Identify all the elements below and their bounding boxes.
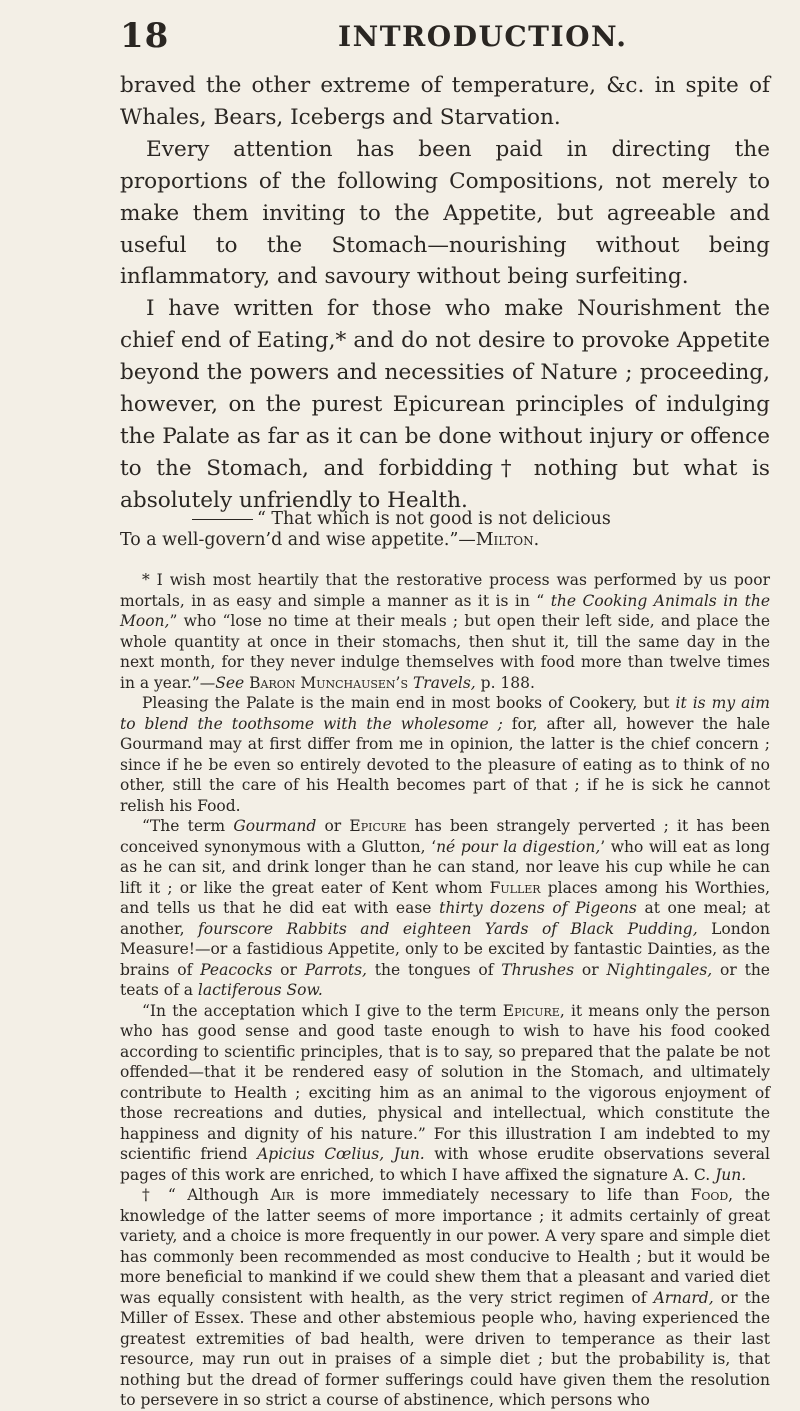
quote-line-2-text: To a well-govern’d and wise appetite.”—: [120, 529, 476, 550]
fn1-italic: See: [215, 673, 250, 692]
fn1-italic: Travels,: [412, 673, 476, 692]
fn1-part: p. 188.: [475, 673, 535, 692]
fn1-italic: the Cooking Animals in the Moon,: [120, 591, 770, 630]
fn3-part: or: [574, 960, 607, 979]
fn3-part: at one meal; at another,: [120, 899, 770, 938]
footnote-dagger: [120, 1185, 770, 1411]
fn4-part: with whose erudite observations several pages of this work are enriched, to which I have affixed the signature A. C.: [120, 1145, 770, 1184]
fn3-part: or: [316, 817, 350, 835]
fn5-part: or the Miller of Essex. These and other abstemious people who, having experienced the greatest extremities of bad health, were driven to temperance as their last resource, may run out in praises of a simple diet ; but the probability is, that nothing but the dread of former sufferings could have given them the resolution to persevere in so strict a course of abstinence, which persons who: [120, 1288, 770, 1409]
paragraph-1: braved the other extreme of temperature, &c. in spite of Whales, Bears, Icebergs and Starvation.: [120, 73, 770, 130]
fn3-italic: Parrots,: [304, 960, 367, 979]
fn5-italic: Arnard,: [653, 1288, 714, 1307]
footnote-dagger-mark: †: [492, 455, 520, 481]
main-text: [120, 70, 770, 517]
fn3-italic: né pour la digestion,: [436, 837, 601, 856]
page-header: [120, 16, 770, 60]
running-title: INTRODUCTION.: [338, 20, 628, 53]
fn3-part: “The term: [142, 817, 234, 835]
milton-quotation: [120, 509, 770, 550]
quote-line-2: [120, 530, 770, 551]
fn3-part: the tongues of: [366, 960, 502, 979]
fn4-italic: Apicius Cœlius, Jun.: [257, 1145, 425, 1163]
fn2-part: for, after all, however the hale Gourmand may at first differ from me in opinion, the latter is the chief concern ; since if he be even so entirely devoted to the pleasure of eating as to think of no other, still the care of his Health becomes part of that ; if he is sick he cannot relish his Food.: [120, 714, 771, 815]
fn5-smallcaps: Air: [270, 1186, 295, 1204]
fn3-part: ’ who will eat as long as he can sit, and drink longer than he can stand, nor leave his cup while he can lift it ; or like the great eater of Kent whom: [120, 837, 770, 897]
fn3-smallcaps: Epicure: [349, 817, 407, 835]
fn2-part: Pleasing the Palate is the main end in most books of Cookery, but: [142, 694, 676, 712]
fn3-italic: Thrushes: [501, 960, 575, 979]
fn4-smallcaps: Epicure,: [502, 1001, 565, 1020]
fn2-italic: it is my aim to blend the toothsome with the wholesome ;: [120, 694, 770, 733]
footnote-epicure: [120, 1001, 770, 1186]
fn1-part: ” who “lose no time at their meals ; but open their left side, and place the whole quantity at once in their stomachs, then shut it, till the same day in the next month, for they never indulge themselves with food more than twelve times in a year.”—: [120, 612, 770, 692]
paragraph-3: [120, 293, 770, 516]
fn5-part: is more immediately necessary to life than: [294, 1186, 691, 1204]
fn4-part: “In the acceptation which I give to the term: [142, 1001, 503, 1020]
quote-line-1: “ That which is not good is not delicious: [120, 509, 770, 530]
fn3-italic: fourscore Rabbits and eighteen Yards of Black Pudding,: [198, 919, 698, 938]
fn1-smallcaps: Baron Munchausen’s: [249, 673, 409, 692]
fn3-part: or the teats of a: [120, 960, 770, 999]
fn5-part: † “ Although: [142, 1186, 271, 1204]
fn3-italic: thirty dozens of Pigeons: [439, 899, 637, 917]
footnote-palate: [120, 693, 770, 816]
fn5-part: the knowledge of the latter seems of more importance ; it admits certainly of great variety, and a choice is more frequently in our power. A very spare and simple diet has commonly been recommended as most conducive to Health ; but it would be more beneficial to mankind if we could shew them that a pleasant and varied diet was equally consistent with health, as the very strict regimen of: [120, 1186, 770, 1307]
fn4-italic: Jun.: [715, 1165, 747, 1184]
quote-author: Milton.: [475, 529, 540, 550]
fn3-italic: Peacocks: [200, 960, 273, 979]
fn3-part: or: [272, 960, 305, 979]
fn3-italic: Nightingales,: [606, 960, 713, 979]
fn5-smallcaps: Food,: [690, 1186, 734, 1204]
footnote-asterisk: [120, 570, 770, 693]
paragraph-2: Every attention has been paid in directing the proportions of the following Compositions, not merely to make them inviting to the Appetite, but agreeable and useful to the Stomach—nourishing without being inflammatory, and savoury without being surfeiting.: [120, 136, 770, 290]
fn4-part: it means only the person who has good sense and good taste enough to wish to have his food cooked according to scientific principles, that is to say, so prepared that the palate be not offended—that it be rendered easy of solution in the Stomach, and ultimately contribute to Health ; exciting him as an animal to the vigorous enjoyment of those recreations and duties, physical and intellectual, which constitute the happiness and dignity of his nature.” For this illustration I am indebted to my scientific friend: [120, 1001, 770, 1163]
footnotes: [120, 570, 770, 1411]
fn3-part: London Measure!—or a fastidious Appetite, only to be excited by fantastic Dainties, as the brains of: [120, 919, 770, 979]
footnote-gourmand: [120, 816, 770, 1001]
fn3-part: places among his Worthies, and tells us that he did eat with ease: [120, 878, 770, 917]
fn3-italic: Gourmand: [233, 817, 317, 835]
fn3-part: has been strangely perverted ; it has been conceived synonymous with a Glutton, ‘: [120, 817, 770, 856]
paragraph-3-end: nothing but what is absolutely unfriendly to Health.: [120, 455, 770, 513]
paragraph-3-text: I have written for those who make Nourishment the chief end of Eating,* and do not desire to provoke Appetite beyond the powers and necessities of Nature ; proceeding, however, on the purest Epicurean principles of indulging the Palate as far as it can be done without injury or offence to the Stomach, and forbidding: [120, 296, 770, 481]
fn3-italic: lactiferous Sow.: [197, 981, 323, 999]
fn3-smallcaps: Fuller: [489, 878, 541, 897]
page-number: 18: [120, 16, 170, 56]
fn1-part: * I wish most heartily that the restorative process was performed by us poor mortals, in as easy and simple a manner as it is in “: [120, 571, 770, 610]
